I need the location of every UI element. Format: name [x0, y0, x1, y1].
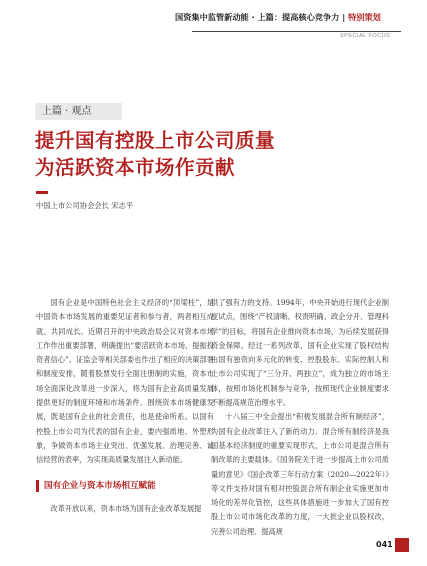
- article-title: [35, 127, 375, 181]
- running-header: [175, 12, 405, 23]
- body-paragraph-continuation: 改革开放以来，资本市场为国有企业改革发展提: [50, 504, 202, 513]
- body-paragraph: 供了强有力的支持。1994年，中央开始进行现代企业制度试点，围绕“产权清晰、权责明确、政企分开、管理科学”的目标，将国有企业推向资本市场，为后续发展获得资金保障。经过一系列改革，国有企业实现了股权结构由国有独资向多元化的转变，控股股东、实际控制人和上市公司实现了“三分开、两独立”，成为独立的市场主体，按照市场化机制参与竞争，按照现代企业制度要求不断提高规范治理水平。: [211, 298, 389, 408]
- author-byline: 中国上市公司协会会长 宋志平: [36, 201, 134, 210]
- page-corner-mark: [395, 538, 409, 552]
- header-title: 国资集中监管新动能 · 上篇：提高核心竞争力: [175, 12, 340, 22]
- title-line-1: 提升国有控股上市公司质量: [35, 129, 276, 152]
- left-column: [36, 296, 214, 468]
- body-paragraph: 国有企业是中国特色社会主义经济的“顶梁柱”，是中国资本市场发展的重要见证者和参与者，两者相互成就、共同成长。近期召开的中央政治局会议对资本市场工作作出重要部署，明确提出“要活跃资本市场，提振投资者信心”。证监会等相关部委也作出了相应的决策部署和制度安排，随着股票发行全面注册制的实施，资本市场全面深化改革进一步深入，将为国有企业高质量发展提供更好的制度环境和市场条件。围绕资本市场健康发展，既是国有企业的社会责任，也是使命所系。以国有控股上市公司为代表的国有企业，要内强质地、外塑形象，争做资本市场主业突出、优强发展、治理完善、诚信经营的表率，为实现高质量发展注入新动能。: [36, 298, 214, 465]
- section-subhead: 国有企业与资本市场相互赋能: [44, 481, 156, 491]
- title-underline: [36, 191, 48, 194]
- right-column: [211, 296, 389, 539]
- title-line-2: 为活跃资本市场作贡献: [35, 156, 236, 179]
- subhead-marker: [36, 480, 39, 492]
- page-number: 041: [376, 540, 393, 549]
- header-subtitle: SPECIAL FOCUS: [340, 33, 391, 39]
- header-section: 特别策划: [348, 12, 381, 22]
- header-separator: |: [339, 12, 349, 22]
- section-tag: 上篇 · 观点: [35, 103, 122, 120]
- body-paragraph: 十八届三中全会提出“积极发展混合所有制经济”，为国有企业改革注入了新的动力。混合所有制经济是我国基本经济制度的重要实现形式，上市公司是混合所有制改革的主要载体。《国务院关于进一步提高上市公司质量的意见》《国企改革三年行动方案（2020—2022年）》等文件支持对国有相对控股混合所有制企业实施更加市场化的差异化管控，这些具体措施进一步加大了国有控股上市公司市场化改革的力度，一大批企业以股权改，完善公司治理、提高规: [211, 412, 389, 536]
